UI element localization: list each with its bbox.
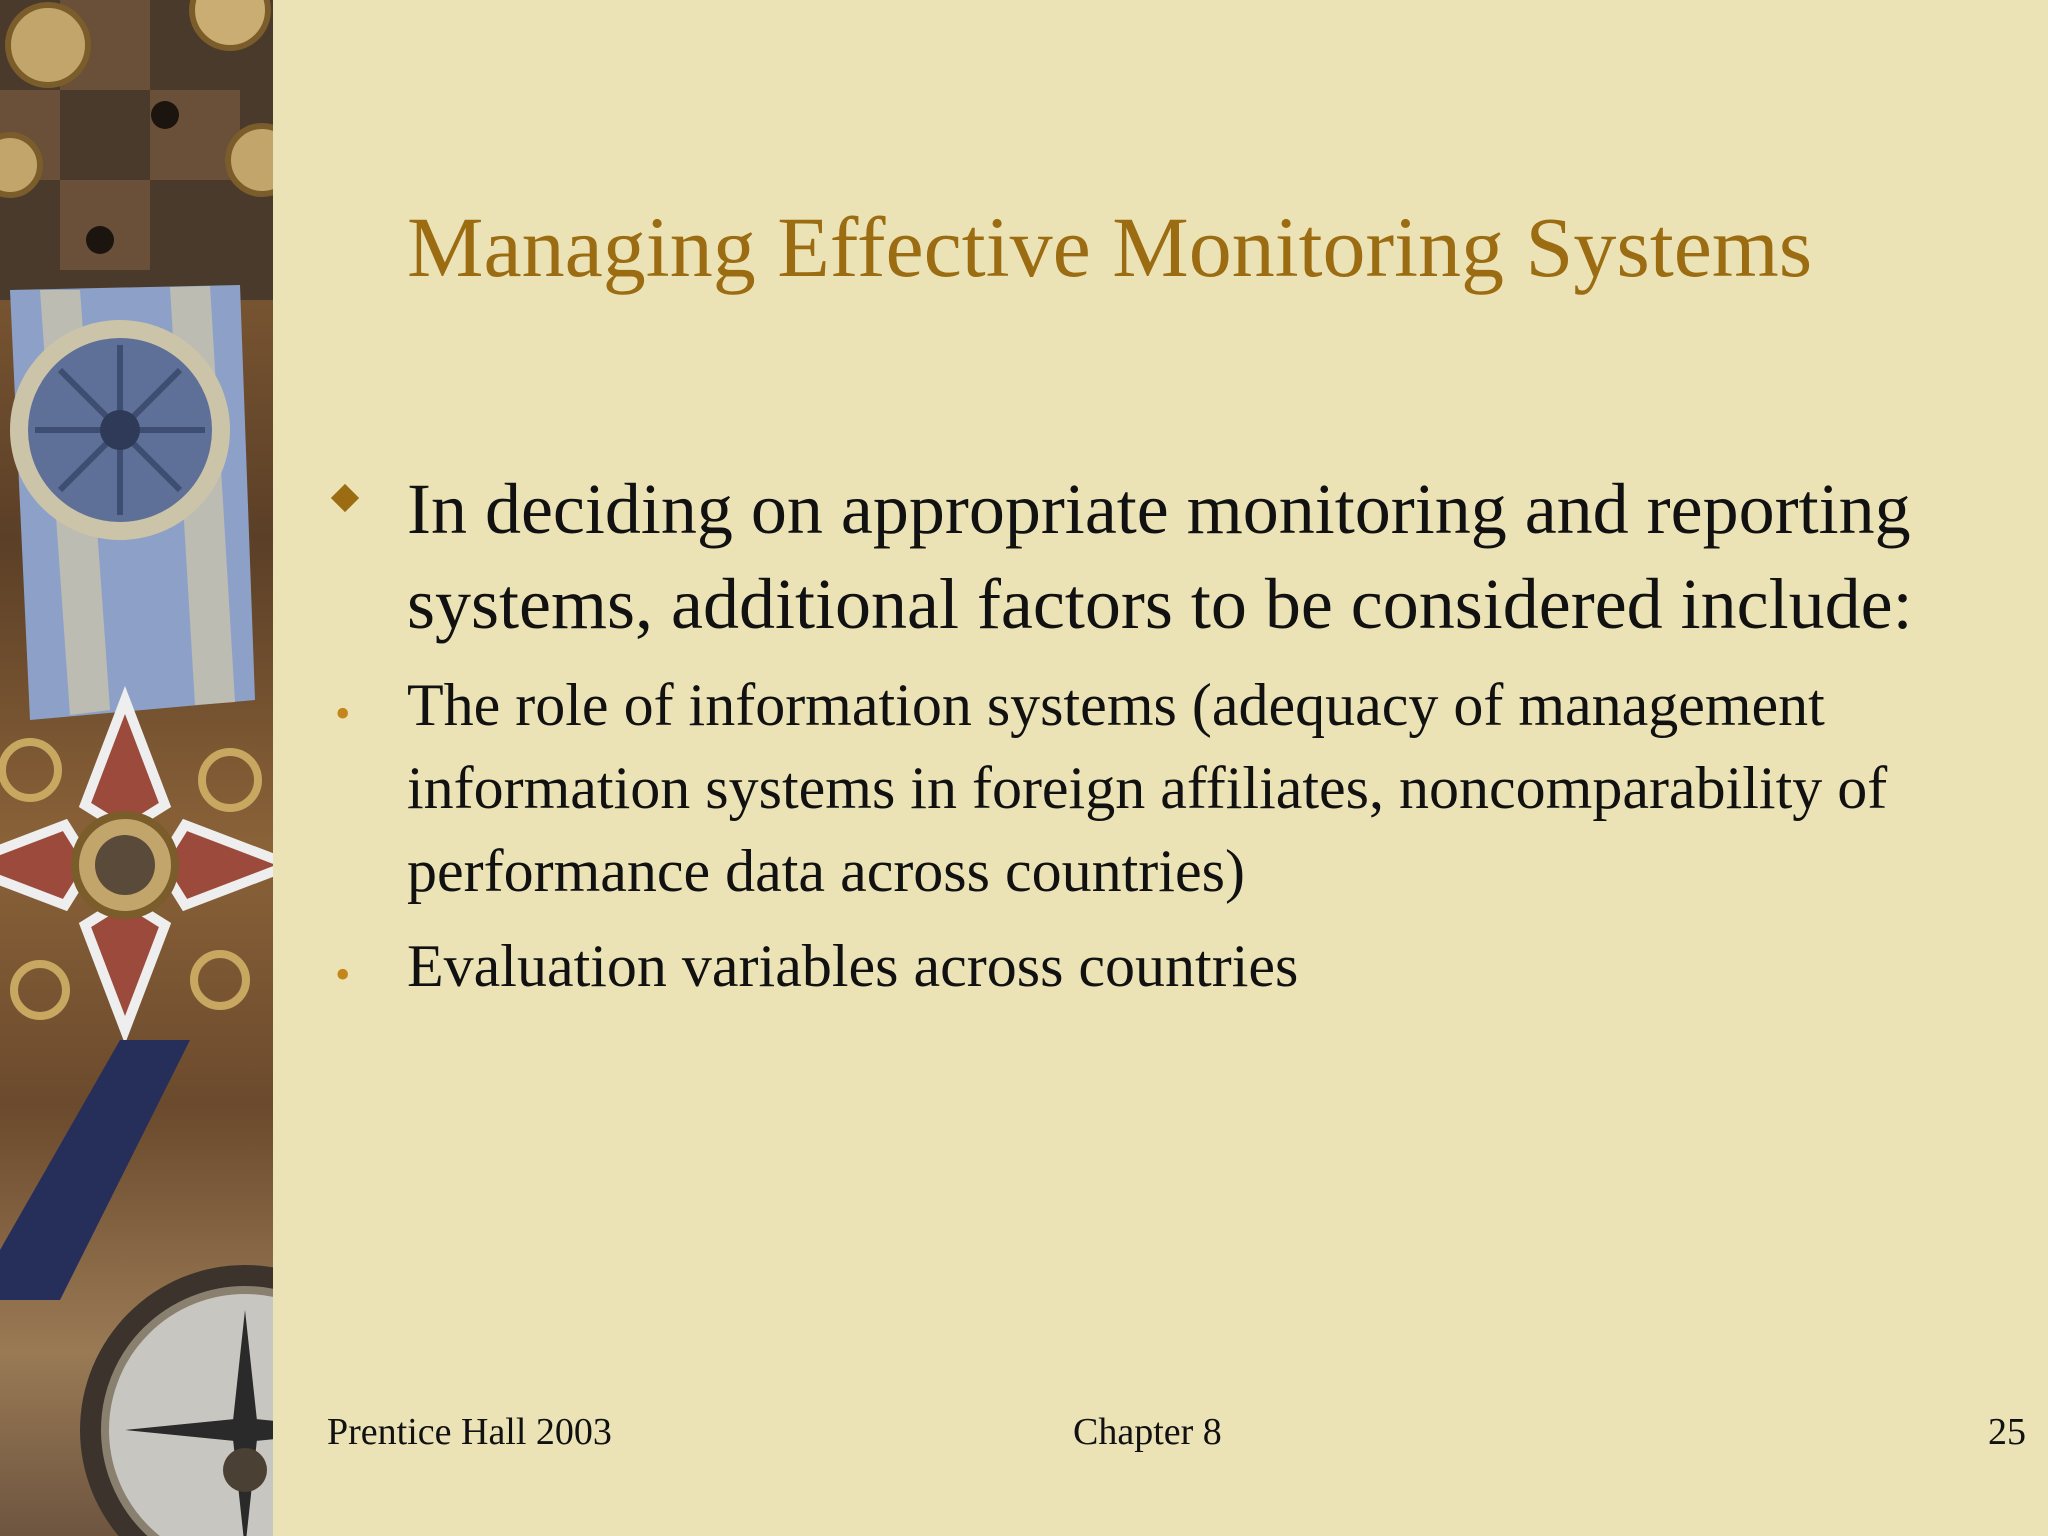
slide [273,0,2048,1536]
diamond-bullet-icon [331,484,359,512]
bullet-text: Evaluation variables across countries [407,933,1299,999]
bullet-item-level2 [325,925,2005,1008]
bullet-item-level1 [325,462,2005,652]
bullet-list [325,462,2005,1008]
footer-page-number: 25 [1988,1411,2026,1453]
round-bullet-icon: • [335,689,351,738]
footer-publisher: Prentice Hall 2003 [327,1411,612,1453]
bullet-item-level2 [325,664,2005,913]
round-bullet-icon: • [335,950,351,999]
bullet-text: The role of information systems (adequacy of management information systems in foreign affiliates, noncomparability of performance data across countries) [407,672,1888,904]
bullet-text: In deciding on appropriate monitoring and reporting systems, additional factors to be considered include: [407,469,1913,644]
medals-compass-collage-image [0,0,273,1536]
footer-chapter: Chapter 8 [1073,1411,1222,1453]
slide-title: Managing Effective Monitoring Systems [407,199,1813,295]
